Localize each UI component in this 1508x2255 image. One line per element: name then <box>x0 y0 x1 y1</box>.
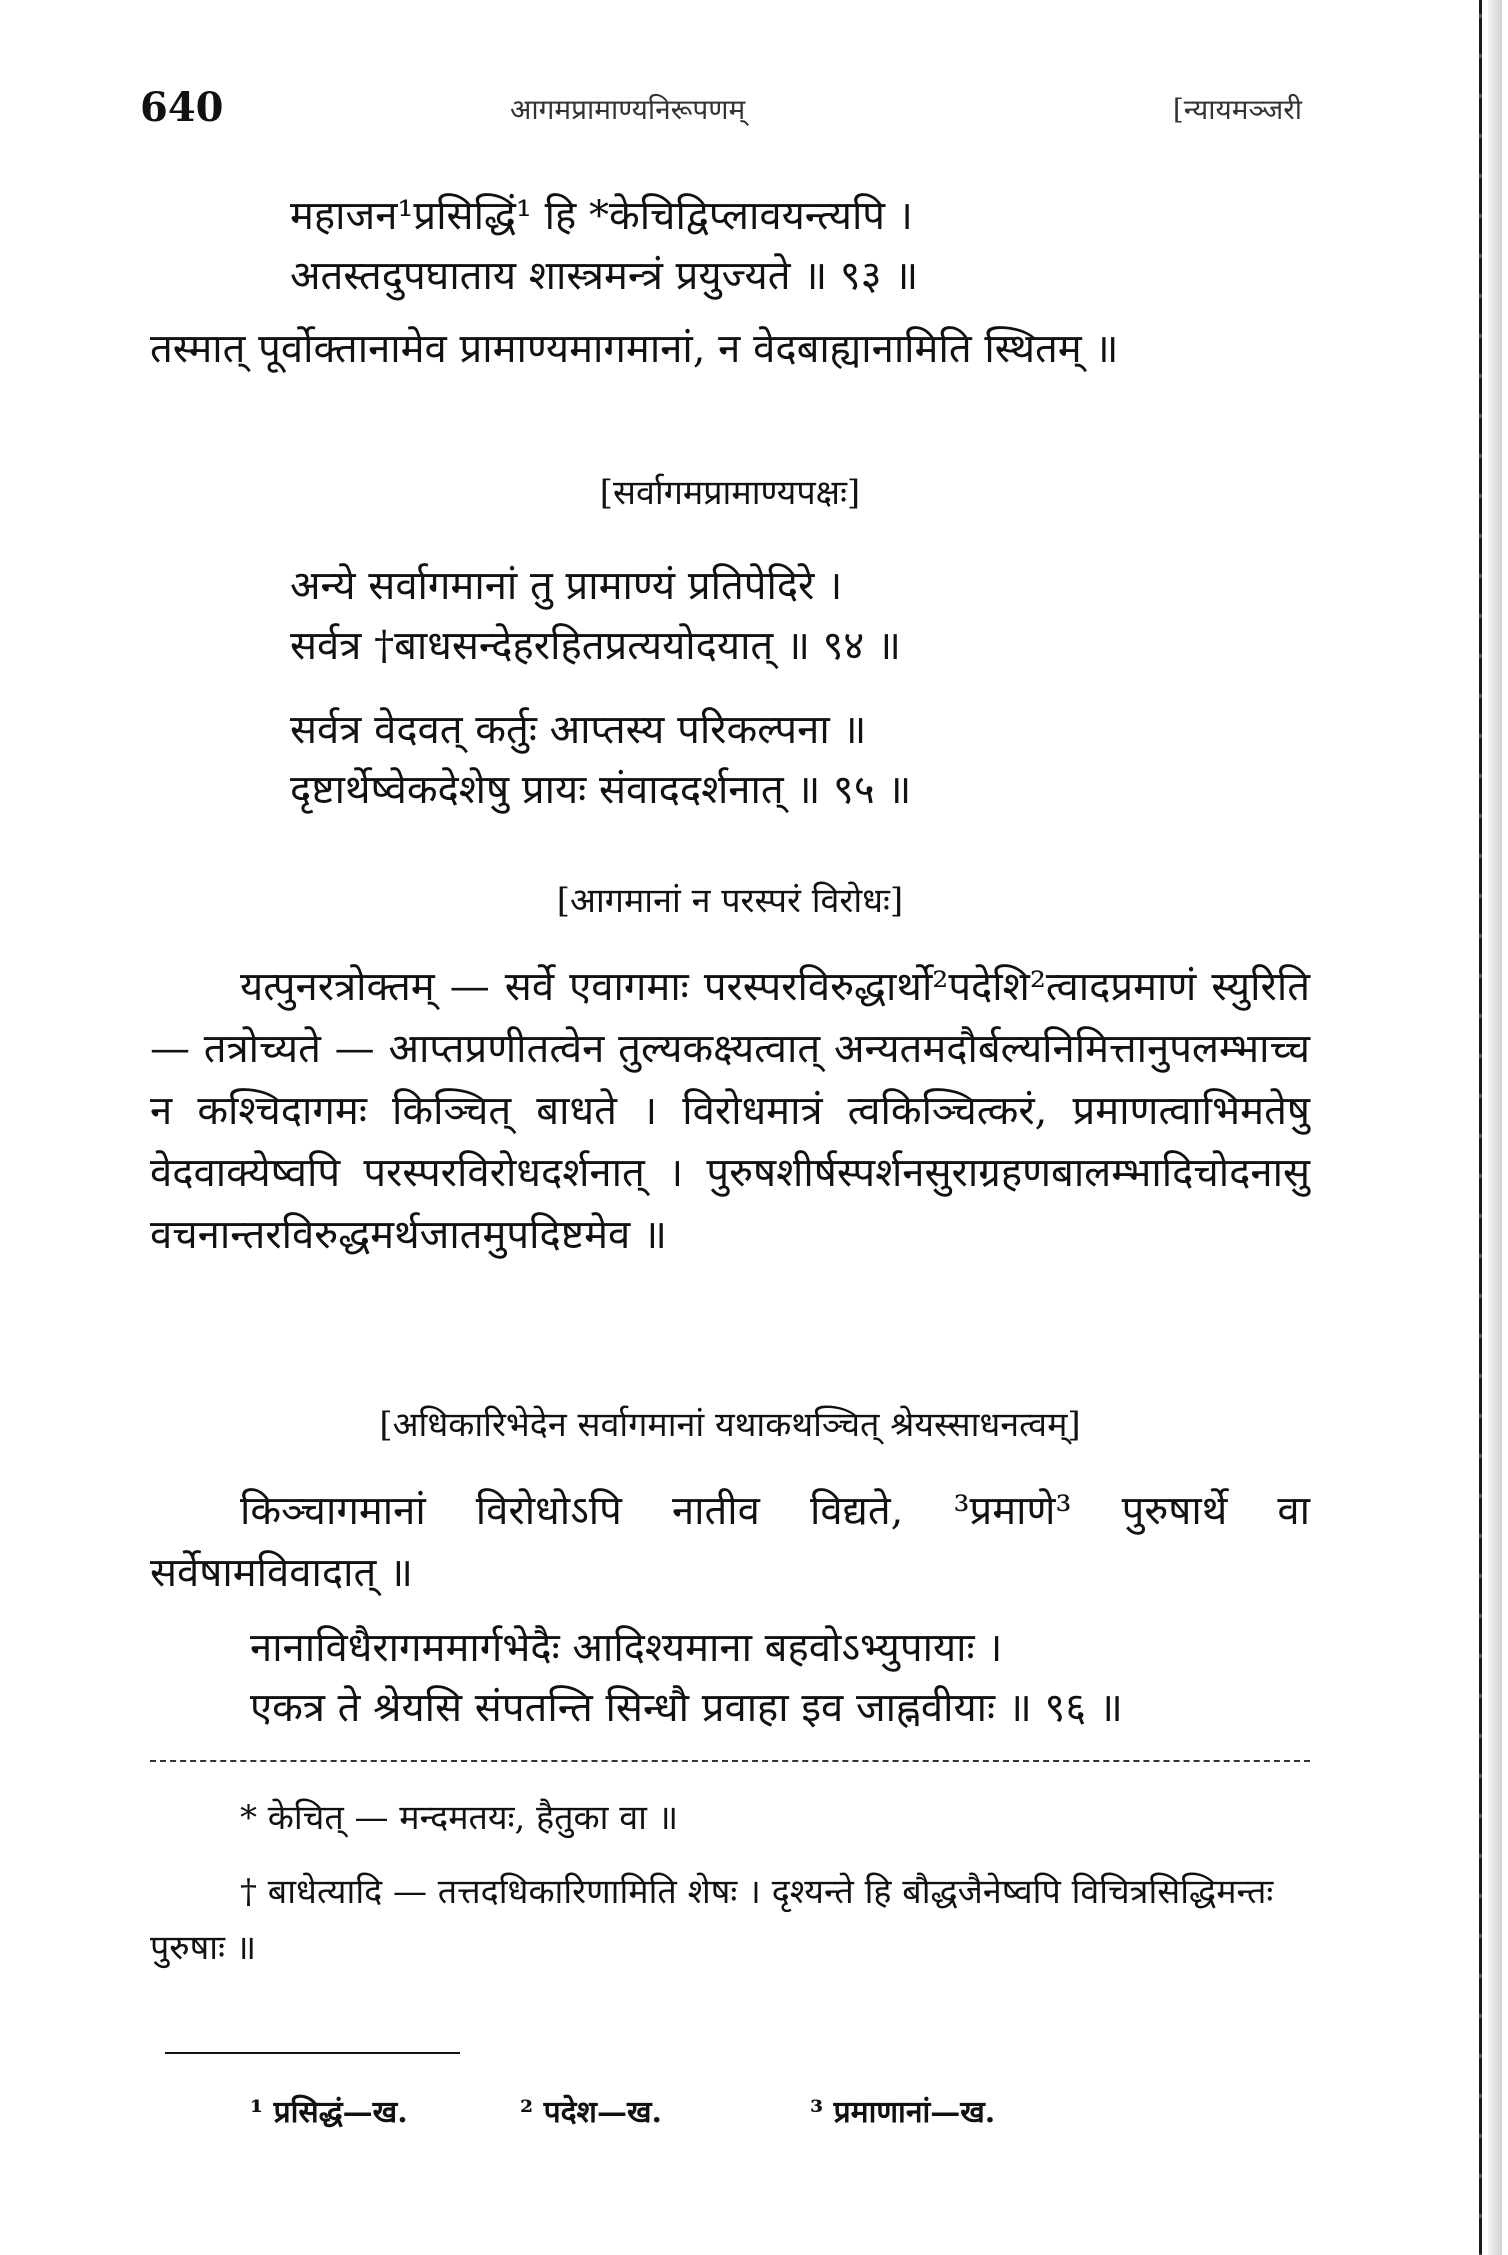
paragraph-1: यत्पुनरत्रोक्तम् — सर्वे एवागमाः परस्परविरुद्धार्थो²पदेशि²त्वादप्रमाणं स्युरिति — तत्रोच्यते — आप्तप्रणीतत्वेन तुल्यकक्ष्यत्वात् अन्यतमदौर्बल्यनिमित्तानुपलम्भाच्च न कश्चिदागमः किञ्चित् बाधते । विरोधमात्रं त्वकिञ्चित्करं, प्रमाणत्वाभिमतेषु वेदवाक्येष्वपि परस्परविरोधदर्शनात् । पुरुषशीर्षस्पर्शनसुराग्रहणबालम्भादिचोदनासु वचनान्तरविरुद्धमर्थजातमुपदिष्टमेव ॥ <box>150 964 1310 1258</box>
running-section: [न्यायमञ्जरी <box>1172 93 1302 126</box>
page-number: 640 <box>140 84 224 131</box>
verse-line: अन्ये सर्वागमानां तु प्रामाण्यं प्रतिपेदिरे । <box>290 563 843 609</box>
verse-96 <box>150 1618 1410 1738</box>
paragraph-2: किञ्चागमानां विरोधोऽपि नातीव विद्यते, ³प्रमाणे³ पुरुषार्थे वा सर्वेषामविवादात् ॥ <box>150 1488 1310 1596</box>
variant-rule <box>165 2052 460 2054</box>
variant-reading: ¹ प्रसिद्धं—ख. <box>250 2095 408 2130</box>
binding-edge <box>1479 0 1482 2255</box>
verse-line: अतस्तदुपघाताय शास्त्रमन्त्रं प्रयुज्यते ॥ ९३ ॥ <box>290 253 919 299</box>
verse-95 <box>150 700 1450 820</box>
section-heading-2: [आगमानां न परस्परं विरोधः] <box>556 881 904 921</box>
conclusion-paragraph: तस्मात् पूर्वोक्तानामेव प्रामाण्यमागमानां, न वेदबाह्यानामिति स्थितम् ॥ <box>150 326 1119 372</box>
verse-line: सर्वत्र †बाधसन्देहरहितप्रत्ययोदयात् ॥ ९४ ॥ <box>290 623 901 669</box>
section-heading-1: [सर्वागमप्रामाण्यपक्षः] <box>599 473 861 513</box>
variant-reading: ³ प्रमाणानां—ख. <box>810 2095 996 2130</box>
variant-readings <box>250 2090 1150 2140</box>
verse-line: नानाविधैरागममार्गभेदैः आदिश्यमाना बहवोऽभ्युपायाः । <box>250 1625 1003 1671</box>
variant-reading: ² पदेश—ख. <box>520 2095 662 2130</box>
verse-93 <box>150 186 1450 306</box>
verse-line: सर्वत्र वेदवत् कर्तुः आप्तस्य परिकल्पना ॥ <box>290 707 867 753</box>
verse-line: एकत्र ते श्रेयसि संपतन्ति सिन्धौ प्रवाहा इव जाह्नवीयाः ॥ ९६ ॥ <box>250 1685 1123 1731</box>
binding-shadow <box>1488 0 1502 2255</box>
footnote-dagger: † बाधेत्यादि — तत्तदधिकारिणामिति शेषः । दृश्यन्ते हि बौद्धजैनेष्वपि विचित्रसिद्धिमन्तः पुरुषाः ॥ <box>150 1872 1274 1968</box>
section-heading-3: [अधिकारिभेदेन सर्वागमानां यथाकथञ्चित् श्रेयस्साधनत्वम्] <box>379 1405 1081 1445</box>
page-header <box>140 84 1302 144</box>
footnote-star: * केचित् — मन्दमतयः, हैतुका वा ॥ <box>240 1798 679 1838</box>
verse-94 <box>150 556 1450 676</box>
footnote-divider <box>150 1760 1310 1762</box>
verse-line: दृष्टार्थेष्वेकदेशेषु प्रायः संवाददर्शनात् ॥ ९५ ॥ <box>290 767 912 813</box>
running-title: आगमप्रामाण्यनिरूपणम् <box>510 93 746 126</box>
verse-line: महाजन¹प्रसिद्धिं¹ हि *केचिद्विप्लावयन्त्यपि । <box>290 193 913 239</box>
